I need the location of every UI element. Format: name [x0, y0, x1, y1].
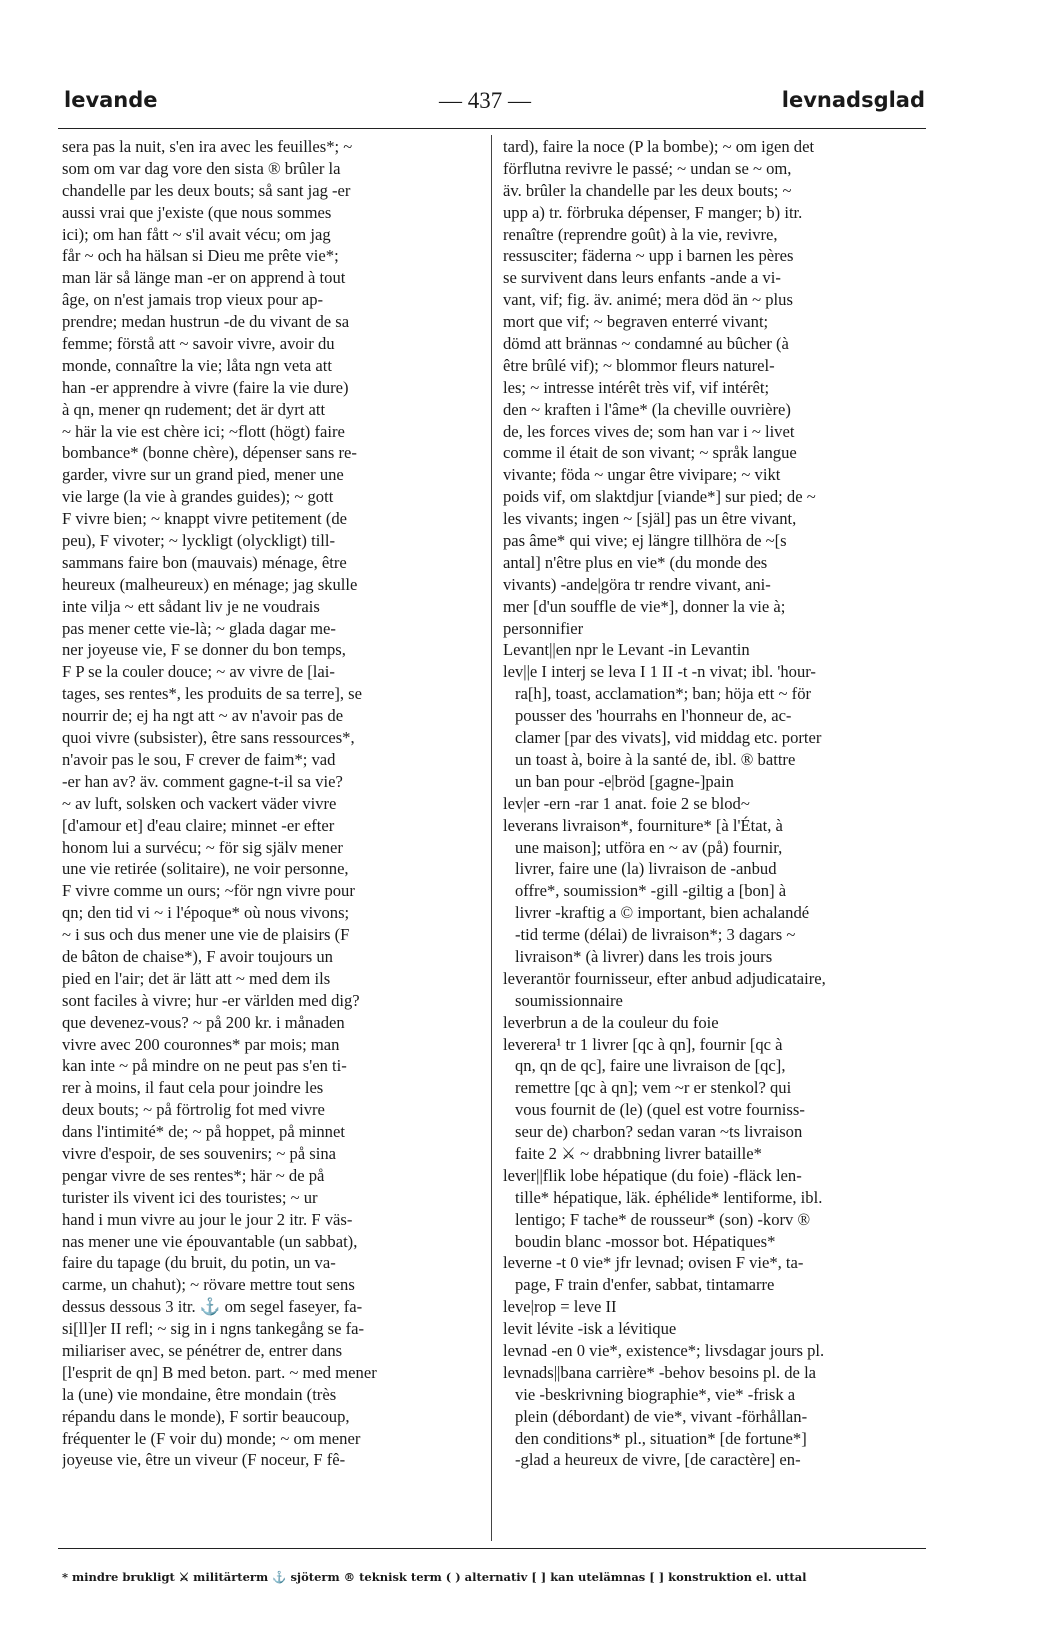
text-line: les; ~ intresse intérêt très vif, vif intérêt;	[503, 377, 770, 397]
text-line: pousser des 'hourrahs en l'honneur de, ac-	[515, 706, 792, 726]
text-line: quoi vivre (subsister), être sans ressources*,	[62, 728, 355, 748]
text-line: dömd att brännas ~ condamné au bûcher (à	[503, 334, 789, 354]
text-line: inte vilja ~ ett sådant liv je ne voudrais	[62, 596, 320, 616]
text-line: soumissionnaire	[515, 990, 623, 1010]
text-line: seur de) charbon? sedan varan ~ts livraison	[515, 1122, 803, 1142]
text-line: qn; den tid vi ~ i l'époque* où nous vivons;	[62, 903, 350, 923]
text-line: heureux (malheureux) en ménage; jag skulle	[62, 574, 358, 594]
text-line: leverantör fournisseur, efter anbud adjudicataire,	[503, 968, 826, 988]
text-line: ra[h], toast, acclamation*; ban; höja ett ~ för	[515, 684, 812, 704]
left-column	[62, 136, 476, 1471]
abbreviation-legend: * mindre brukligt ⚔ militärterm ⚓ sjöterm ® teknisk term ( ) alternativ [ ] kan utelämnas [ ] konstruktion el. uttal	[62, 1570, 807, 1584]
text-line: deux bouts; ~ på förtrolig fot med vivre	[62, 1100, 325, 1120]
text-line: à qn, mener qn rudement; det är dyrt att	[62, 399, 326, 419]
text-line: lever||flik lobe hépatique (du foie) -fläck len-	[503, 1165, 802, 1185]
text-line: monde, connaître la vie; låta ngn veta att	[62, 355, 333, 375]
text-line: vivre d'espoir, de ses souvenirs; ~ på sina	[62, 1143, 336, 1163]
text-line: vivre avec 200 couronnes* par mois; man	[62, 1034, 340, 1054]
text-line: dans l'intimité* de; ~ på hoppet, på minnet	[62, 1122, 345, 1142]
text-line: man lär så länge man -er on apprend à tout	[62, 268, 346, 288]
text-line: de bâton de chaise*), F avoir toujours un	[62, 946, 333, 966]
text-line: vous fournit de (le) (quel est votre fourniss-	[515, 1100, 805, 1120]
text-line: que devenez-vous? ~ på 200 kr. i månaden	[62, 1012, 345, 1032]
text-line: tard), faire la noce (P la bombe); ~ om igen det	[503, 137, 815, 156]
text-line: hand i mun vivre au jour le jour 2 itr. F väs-	[62, 1209, 353, 1229]
text-line: boudin blanc -mossor bot. Hépatiques*	[515, 1231, 776, 1251]
text-line: se survivent dans leurs enfants -ande a vi-	[503, 268, 781, 288]
text-line: kan inte ~ på mindre on ne peut pas s'en ti-	[62, 1056, 347, 1076]
text-line: livrer -kraftig a © important, bien achalandé	[515, 903, 810, 923]
text-line: antal] n'être plus en vie* (du monde des	[503, 552, 768, 572]
text-line: leverne -t 0 vie* jfr levnad; ovisen F vie*, ta-	[503, 1253, 804, 1273]
text-line: page, F train d'enfer, sabbat, tintamarre	[515, 1275, 775, 1295]
text-line: F P se la couler douce; ~ av vivre de [lai-	[62, 662, 335, 682]
text-line: joyeuse vie, être un viveur (F noceur, F fê-	[62, 1450, 346, 1470]
text-line: vivante; föda ~ ungar être vivipare; ~ vikt	[503, 465, 781, 485]
text-line: nas mener une vie épouvantable (un sabbat),	[62, 1231, 358, 1251]
text-line: un ban pour -e|bröd [gagne-]pain	[515, 771, 734, 791]
text-line: qn, qn de qc], faire une livraison de [qc],	[515, 1056, 786, 1076]
text-line: plein (débordant) de vie*, vivant -förhållan-	[515, 1406, 808, 1426]
text-line: tages, ses rentes*, les produits de sa terre], se	[62, 684, 362, 704]
text-line: vivants) -ande|göra tr rendre vivant, ani-	[503, 574, 771, 594]
guide-word-left: levande	[64, 88, 158, 112]
text-line: si[ll]er II refl; ~ sig in i ngns tankegång se fa-	[62, 1319, 365, 1339]
text-line: lev||e I interj se leva I 1 II -t -n vivat; ibl. 'hour-	[503, 662, 816, 682]
text-line: lentigo; F tache* de rousseur* (son) -korv ®	[515, 1209, 811, 1229]
footer-rule	[58, 1548, 926, 1549]
text-line: mer [d'un souffle de vie*], donner la vie à;	[503, 596, 786, 616]
text-line: femme; förstå att ~ savoir vivre, avoir du	[62, 334, 335, 354]
text-line: une vie retirée (solitaire), ne voir personne,	[62, 859, 349, 879]
text-line: livraison* (à livrer) dans les trois jours	[515, 946, 773, 966]
text-line: tille* hépatique, läk. éphélide* lentiforme, ibl.	[515, 1187, 823, 1207]
text-line: comme il était de son vivant; ~ språk langue	[503, 443, 797, 463]
text-line: pas mener cette vie-là; ~ glada dagar me-	[62, 618, 336, 638]
text-line: ~ av luft, solsken och vackert väder vivre	[62, 793, 337, 813]
text-line: F vivre bien; ~ knappt vivre petitement (de	[62, 509, 348, 529]
text-line: han -er apprendre à vivre (faire la vie dure)	[62, 377, 349, 397]
text-line: aussi vrai que j'existe (que nous sommes	[62, 202, 332, 222]
right-column	[503, 136, 929, 1471]
text-line: den ~ kraften i l'âme* (la cheville ouvrière)	[503, 399, 791, 419]
text-line: Levant||en npr le Levant -in Levantin	[503, 640, 750, 660]
text-line: bombance* (bonne chère), dépenser sans re-	[62, 443, 357, 463]
text-line: får ~ och ha hälsan si Dieu me prête vie*;	[62, 246, 339, 266]
text-line: âge, on n'est jamais trop vieux pour ap-	[62, 290, 324, 310]
text-line: pas âme* qui vive; ej längre tillhöra de ~[s	[503, 531, 787, 551]
text-line: [l'esprit de qn] B med beton. part. ~ med mener	[62, 1362, 377, 1382]
text-line: förflutna revivre le passé; ~ undan se ~ om,	[503, 158, 792, 178]
text-line: la (une) vie mondaine, être mondain (très	[62, 1384, 337, 1404]
text-line: [d'amour et] d'eau claire; minnet -er efter	[62, 815, 335, 835]
text-line: carme, un chahut); ~ rövare mettre tout sens	[62, 1275, 355, 1295]
text-line: turister ils vivent ici des touristes; ~ ur	[62, 1187, 318, 1207]
text-line: une maison]; utföra en ~ av (på) fournir,	[515, 837, 783, 857]
text-line: sont faciles à vivre; hur -er världen med dig?	[62, 990, 360, 1010]
column-separator	[491, 135, 492, 1541]
text-line: honom lui a survécu; ~ för sig själv mener	[62, 837, 343, 857]
text-line: leverera¹ tr 1 livrer [qc à qn], fournir [qc à	[503, 1034, 783, 1054]
text-line: -glad a heureux de vivre, [de caractère] en-	[515, 1450, 801, 1470]
text-line: -tid terme (délai) de livraison*; 3 dagars ~	[515, 925, 796, 945]
page-number: — 437 —	[439, 88, 531, 113]
text-line: ici); om han fått ~ s'il avait vécu; om jag	[62, 224, 331, 244]
text-line: -er han av? äv. comment gagne-t-il sa vie?	[62, 771, 343, 791]
text-line: peu), F vivoter; ~ lyckligt (olyckligt) till-	[62, 531, 336, 551]
text-line: offre*, soumission* -gill -giltig a [bon] à	[515, 881, 787, 901]
text-line: les vivants; ingen ~ [själ] pas un être vivant,	[503, 509, 797, 529]
text-line: personnifier	[503, 618, 584, 638]
text-line: nourrir de; ej ha ngt att ~ av n'avoir pas de	[62, 706, 344, 726]
text-line: être brûlé vif); ~ blommor fleurs naturel-	[503, 355, 775, 375]
text-line: vant, vif; fig. äv. animé; mera död än ~ plus	[503, 290, 793, 310]
text-line: äv. brûler la chandelle par les deux bouts; ~	[503, 180, 792, 200]
text-line: renaître (reprendre goût) à la vie, revivre,	[503, 224, 778, 244]
text-line: fréquenter le (F voir du) monde; ~ om mener	[62, 1428, 361, 1448]
text-line: garder, vivre sur un grand pied, mener une	[62, 465, 344, 485]
text-line: sammans faire bon (mauvais) ménage, être	[62, 552, 347, 572]
text-line: prendre; medan hustrun -de du vivant de sa	[62, 312, 350, 332]
text-line: upp a) tr. förbruka dépenser, F manger; b) itr.	[503, 202, 803, 222]
text-line: n'avoir pas le sou, F crever de faim*; vad	[62, 749, 336, 769]
header-rule	[58, 128, 926, 129]
text-line: vie large (la vie à grandes guides); ~ gott	[62, 487, 334, 507]
text-line: leve|rop = leve II	[503, 1297, 617, 1317]
text-line: poids vif, om slaktdjur [viande*] sur pied; de ~	[503, 487, 816, 507]
text-line: vie -beskrivning biographie*, vie* -frisk a	[515, 1384, 796, 1404]
text-line: leverbrun a de la couleur du foie	[503, 1012, 719, 1032]
text-line: ~ här la vie est chère ici; ~flott (högt) faire	[62, 421, 345, 441]
text-line: pengar vivre de ses rentes*; här ~ de på	[62, 1165, 325, 1185]
text-line: lev|er -ern -rar 1 anat. foie 2 se blod~	[503, 793, 750, 813]
text-line: levnads||bana carrière* -behov besoins pl. de la	[503, 1362, 817, 1382]
text-line: mort que vif; ~ begraven enterré vivant;	[503, 312, 769, 332]
text-line: F vivre comme un ours; ~för ngn vivre pour	[62, 881, 355, 901]
text-line: ner joyeuse vie, F se donner du bon temps,	[62, 640, 346, 660]
page-header	[0, 88, 1040, 118]
text-line: sera pas la nuit, s'en ira avec les feuilles*; ~	[62, 137, 353, 156]
text-line: répandu dans le monde), F sortir beaucoup,	[62, 1406, 350, 1426]
text-line: ~ i sus och dus mener une vie de plaisirs (F	[62, 925, 350, 945]
text-line: levit lévite -isk a lévitique	[503, 1319, 677, 1339]
text-line: rer à moins, il faut cela pour joindre les	[62, 1078, 324, 1098]
text-line: leverans livraison*, fourniture* [à l'État, à	[503, 815, 783, 835]
text-line: de, les forces vives de; som han var i ~ livet	[503, 421, 795, 441]
text-line: un toast à, boire à la santé de, ibl. ® battre	[515, 749, 796, 769]
text-line: livrer, faire une (la) livraison de -anbud	[515, 859, 777, 879]
text-line: miliariser avec, se pénétrer de, entrer dans	[62, 1340, 343, 1360]
text-line: faire du tapage (du bruit, du potin, un va-	[62, 1253, 336, 1273]
text-line: faite 2 ⚔ ~ drabbning livrer bataille*	[515, 1143, 762, 1163]
text-line: som om var dag vore den sista ® brûler la	[62, 158, 341, 178]
text-line: ressusciter; fäderna ~ upp i barnen les pères	[503, 246, 794, 266]
text-line: chandelle par les deux bouts; så sant jag -er	[62, 180, 351, 200]
text-line: clamer [par des vivats], vid middag etc. porter	[515, 728, 822, 748]
text-line: dessus dessous 3 itr. ⚓ om segel faseyer, fa-	[62, 1297, 363, 1317]
text-line: den conditions* pl., situation* [de fortune*]	[515, 1428, 807, 1448]
text-line: levnad -en 0 vie*, existence*; livsdagar jours pl.	[503, 1340, 825, 1360]
guide-word-right: levnadsglad	[781, 88, 925, 112]
text-line: pied en l'air; det är lätt att ~ med dem ils	[62, 968, 331, 988]
text-line: remettre [qc à qn]; vem ~r er stenkol? qui	[515, 1078, 792, 1098]
